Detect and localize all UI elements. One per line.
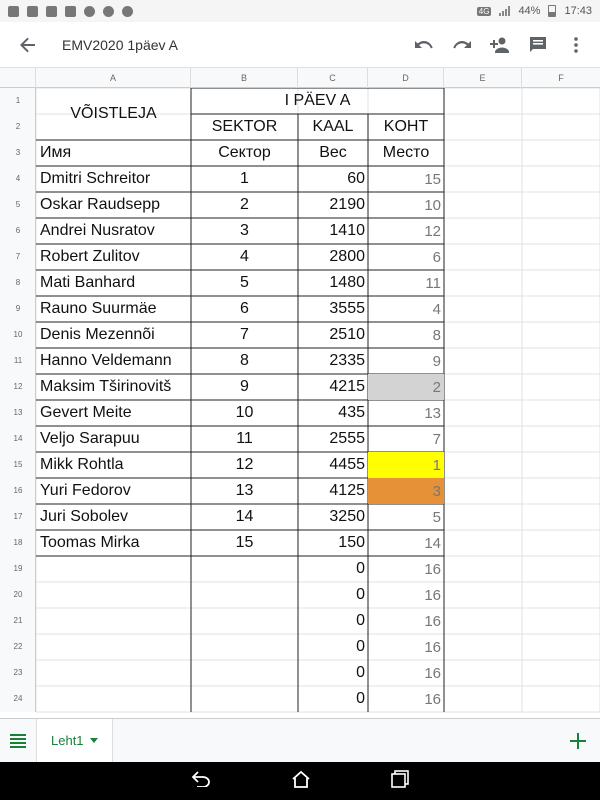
row-header[interactable]: 2 — [15, 122, 21, 131]
cell-weight[interactable]: 0 — [356, 690, 365, 707]
header-cell-competitor[interactable]: VÕISTLEJA — [70, 105, 157, 122]
cell-weight[interactable]: 60 — [347, 170, 365, 187]
cell-weight[interactable]: 0 — [356, 664, 365, 681]
notification-icon — [8, 6, 19, 17]
cell-name[interactable]: Mati Banhard — [40, 274, 136, 291]
cell-name[interactable]: Dmitri Schreitor — [40, 170, 151, 187]
cell-place[interactable]: 11 — [425, 274, 441, 292]
all-sheets-menu-icon[interactable] — [0, 719, 36, 763]
cell-sector[interactable] — [191, 634, 298, 660]
signal-icon — [499, 6, 510, 16]
cell-sector[interactable]: 1 — [240, 170, 249, 187]
row-header[interactable]: 20 — [13, 590, 23, 599]
row-header[interactable]: 23 — [13, 668, 23, 677]
cell-place[interactable]: 4 — [432, 300, 441, 318]
cell-place[interactable]: 8 — [432, 326, 441, 344]
row-header[interactable]: 1 — [15, 96, 21, 105]
cell-place[interactable]: 16 — [424, 638, 441, 656]
notification-icon — [46, 6, 57, 17]
cell-sector[interactable]: 15 — [235, 534, 254, 551]
row-header[interactable]: 12 — [13, 382, 23, 391]
recent-apps-icon[interactable] — [391, 770, 409, 793]
row-header-bar — [0, 88, 36, 712]
cell-sector[interactable] — [191, 608, 298, 634]
cell-name[interactable]: Hanno Veldemann — [40, 352, 172, 369]
sheet-tab-bar — [0, 718, 600, 762]
undo-icon[interactable] — [410, 31, 438, 59]
cell-place[interactable]: 3 — [368, 478, 444, 504]
cell-sector[interactable]: 8 — [240, 352, 249, 369]
cell-weight[interactable]: 4215 — [329, 378, 365, 395]
row-header[interactable]: 7 — [15, 252, 21, 261]
cell-place[interactable]: 16 — [424, 690, 441, 708]
cell-sector[interactable]: 5 — [240, 274, 249, 291]
battery-percent: 44% — [518, 5, 541, 17]
clock: 17:43 — [564, 5, 592, 17]
cell-sector[interactable] — [191, 582, 298, 608]
sheet-tab[interactable] — [36, 719, 113, 763]
cell-place[interactable]: 2 — [368, 374, 444, 400]
row-header[interactable]: 13 — [13, 408, 23, 417]
notification-icon — [122, 6, 133, 17]
cell-name[interactable]: Robert Zulitov — [40, 248, 140, 265]
cell-sector[interactable]: 11 — [236, 430, 253, 447]
notification-icon — [103, 6, 114, 17]
cell-name[interactable] — [36, 634, 191, 660]
row-header[interactable]: 11 — [13, 356, 23, 365]
cell-place[interactable]: 9 — [432, 352, 441, 370]
header-cell-sector[interactable]: SEKTOR — [211, 118, 278, 135]
cell-sector[interactable]: 10 — [235, 404, 254, 421]
cell-place[interactable]: 16 — [424, 612, 441, 630]
cell-sector[interactable]: 6 — [240, 300, 249, 317]
redo-icon[interactable] — [448, 31, 476, 59]
cell-weight[interactable]: 4125 — [329, 482, 365, 499]
row-header[interactable]: 16 — [13, 486, 23, 495]
cell-name[interactable]: Toomas Mirka — [40, 534, 140, 551]
cell-name[interactable]: Denis Mezennõi — [40, 326, 155, 343]
cell-name[interactable]: Oskar Raudsepp — [40, 196, 161, 213]
row-header[interactable]: 4 — [15, 174, 21, 183]
cell-sector[interactable]: 2 — [240, 196, 249, 213]
cell-name[interactable]: Gevert Meite — [40, 404, 132, 421]
notification-icon — [84, 6, 95, 17]
cell-name[interactable]: Yuri Fedorov — [40, 482, 131, 499]
chevron-down-icon — [90, 738, 98, 743]
column-header-e[interactable]: E — [444, 68, 522, 88]
cell-place[interactable]: 1 — [368, 452, 444, 478]
cell-sector[interactable]: 4 — [240, 248, 249, 265]
row-header[interactable]: 8 — [15, 278, 21, 287]
cell-weight[interactable]: 150 — [338, 534, 365, 551]
cell-place[interactable]: 16 — [424, 560, 441, 578]
cell-sector[interactable] — [191, 686, 298, 712]
cell-weight[interactable]: 3250 — [329, 508, 365, 525]
cell-place[interactable]: 14 — [424, 534, 441, 552]
network-type: 4G — [478, 6, 490, 16]
cell-sector[interactable]: 3 — [240, 222, 249, 239]
cell-sector[interactable]: 14 — [235, 508, 254, 525]
row-header[interactable]: 14 — [13, 434, 23, 443]
row-header[interactable]: 6 — [15, 226, 21, 235]
cell-weight[interactable]: 3555 — [329, 300, 365, 317]
cell-weight[interactable]: 1480 — [329, 274, 365, 291]
cell-place[interactable]: 10 — [424, 196, 441, 214]
notification-icon — [65, 6, 76, 17]
cell-name[interactable]: Andrei Nusratov — [40, 222, 155, 239]
cell-place[interactable]: 16 — [424, 664, 441, 682]
row-header[interactable]: 24 — [13, 694, 23, 703]
cell-name[interactable] — [36, 582, 191, 608]
row-header[interactable]: 3 — [15, 148, 21, 157]
document-title: EMV2020 1päev A — [62, 36, 178, 53]
cell-name[interactable] — [36, 660, 191, 686]
cell-weight[interactable]: 2555 — [329, 430, 365, 447]
cell-sector[interactable]: 12 — [235, 456, 254, 473]
row-header[interactable]: 17 — [13, 512, 23, 521]
column-header-b[interactable]: B — [191, 68, 298, 88]
row-header[interactable]: 21 — [13, 616, 23, 625]
cell-name[interactable] — [36, 686, 191, 712]
column-header-c[interactable]: C — [298, 68, 368, 88]
back-icon[interactable] — [191, 771, 211, 792]
cell-name[interactable] — [36, 556, 191, 582]
cell-weight[interactable]: 4455 — [329, 456, 365, 473]
cell-name[interactable]: Veljo Sarapuu — [40, 430, 140, 447]
cell-weight[interactable]: 0 — [356, 560, 365, 577]
cell-sector[interactable]: 13 — [235, 482, 254, 499]
header-cell-weight-ru[interactable]: Вес — [319, 144, 347, 161]
cell-weight[interactable]: 435 — [338, 404, 365, 421]
cell-place[interactable]: 6 — [432, 248, 441, 266]
cell-place[interactable]: 16 — [424, 586, 441, 604]
cell-name[interactable]: Juri Sobolev — [40, 508, 129, 525]
sheet-tab-label: Leht1 — [51, 733, 84, 748]
row-header[interactable]: 5 — [15, 200, 21, 209]
row-header[interactable]: 9 — [15, 304, 21, 313]
cell-sector[interactable]: 9 — [240, 378, 249, 395]
cell-place[interactable]: 7 — [432, 430, 441, 448]
cell-name[interactable]: Maksim Tširinovitš — [40, 378, 172, 395]
cell-place[interactable]: 5 — [432, 508, 441, 526]
cell-place[interactable]: 13 — [424, 404, 441, 422]
home-icon[interactable] — [291, 770, 311, 793]
add-person-icon[interactable] — [486, 31, 514, 59]
header-cell-name-ru[interactable]: Имя — [40, 144, 72, 161]
cell-weight[interactable]: 1410 — [329, 222, 365, 239]
row-header[interactable]: 19 — [13, 564, 23, 573]
column-header-a[interactable]: A — [36, 68, 191, 88]
cell-sector[interactable]: 7 — [240, 326, 249, 343]
notification-icons — [8, 6, 133, 17]
header-cell-place-ru[interactable]: Место — [382, 144, 430, 161]
cell-place[interactable]: 12 — [424, 222, 441, 240]
header-cell-place[interactable]: KOHT — [383, 118, 429, 135]
cell-place[interactable]: 15 — [424, 170, 441, 188]
comment-icon[interactable] — [524, 31, 552, 59]
more-menu-icon[interactable] — [562, 31, 590, 59]
row-header[interactable]: 15 — [13, 460, 23, 469]
column-header-bar — [0, 68, 600, 88]
row-header[interactable]: 18 — [13, 538, 23, 547]
header-cell-sector-ru[interactable]: Сектор — [218, 144, 271, 161]
cell-sector[interactable] — [191, 556, 298, 582]
column-header-f[interactable]: F — [558, 73, 564, 83]
cell-sector[interactable] — [191, 660, 298, 686]
cell-name[interactable]: Rauno Suurmäe — [40, 300, 157, 317]
header-cell-day[interactable]: I PÄEV A — [284, 92, 351, 109]
notification-icon — [27, 6, 38, 17]
back-arrow-icon[interactable] — [6, 23, 50, 67]
system-nav-bar — [0, 762, 600, 800]
cell-weight[interactable]: 0 — [356, 638, 365, 655]
add-sheet-icon[interactable] — [556, 719, 600, 763]
cell-name[interactable]: Mikk Rohtla — [40, 456, 124, 473]
row-header[interactable]: 22 — [13, 642, 23, 651]
spreadsheet-grid[interactable] — [0, 68, 600, 718]
status-bar — [0, 0, 600, 22]
column-header-d[interactable]: D — [368, 68, 444, 88]
cell-weight[interactable]: 2335 — [329, 352, 365, 369]
corner-cell[interactable] — [0, 68, 36, 88]
cell-weight[interactable]: 2800 — [329, 248, 365, 265]
row-header[interactable]: 10 — [13, 330, 23, 339]
battery-icon — [548, 5, 556, 17]
app-bar — [0, 22, 600, 68]
header-cell-weight[interactable]: KAAL — [312, 118, 354, 135]
cell-weight[interactable]: 0 — [356, 612, 365, 629]
cell-weight[interactable]: 2510 — [329, 326, 365, 343]
cell-name[interactable] — [36, 608, 191, 634]
cell-weight[interactable]: 2190 — [329, 196, 365, 213]
cell-weight[interactable]: 0 — [356, 586, 365, 603]
